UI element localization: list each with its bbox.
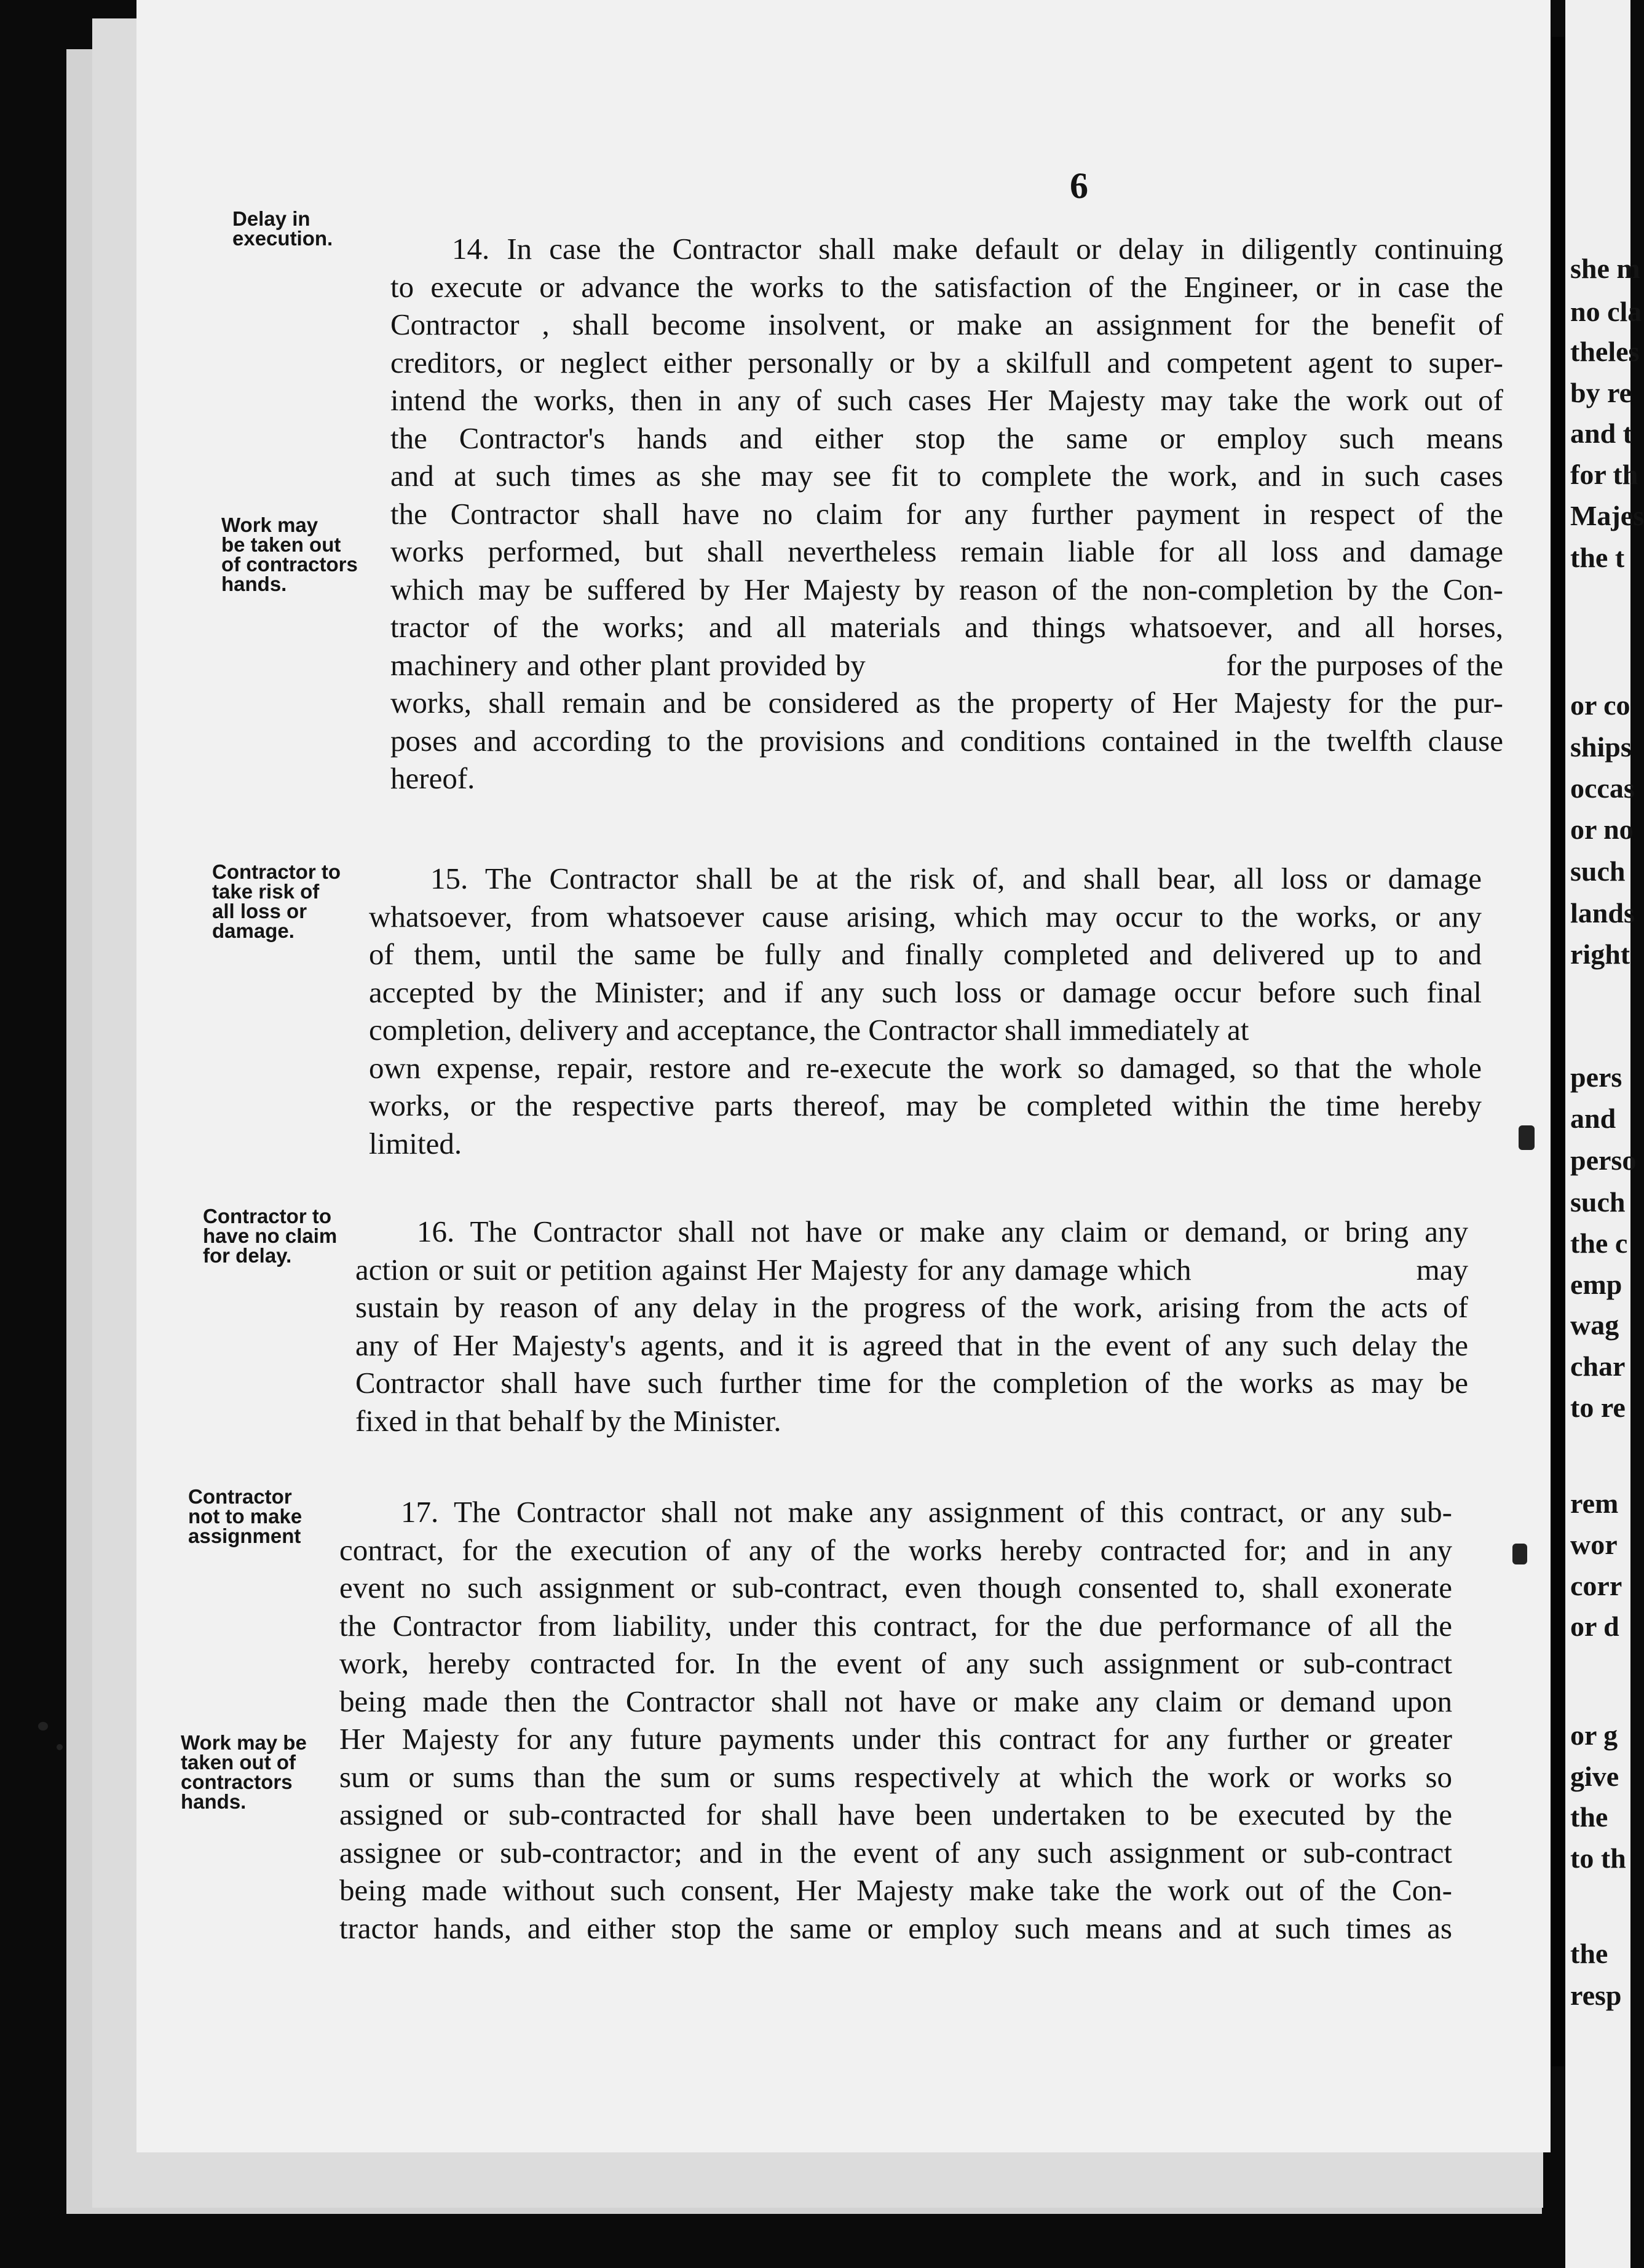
margin-note-line: taken out of xyxy=(181,1751,296,1774)
facing-page-fragment: for th xyxy=(1570,459,1638,490)
text-line: any of Her Majesty's agents, and it is agreed that in the event of any such delay the xyxy=(355,1328,1468,1362)
facing-page-fragment: or no xyxy=(1570,814,1634,845)
margin-note-line: be taken out xyxy=(221,533,341,556)
facing-page-fragment: and xyxy=(1570,1103,1616,1134)
facing-page-fragment: or d xyxy=(1570,1611,1619,1642)
facing-page-fragment: ships xyxy=(1570,731,1632,763)
text-line: which may be suffered by Her Majesty by reason of the non-completion by the Con- xyxy=(390,572,1503,606)
text-line: event no such assignment or sub-contract, even though consented to, shall exonerate xyxy=(339,1571,1452,1604)
text-line: fixed in that behalf by the Minister. xyxy=(355,1403,781,1438)
margin-note-line: Delay in xyxy=(232,207,310,230)
text-line: accepted by the Minister; and if any such loss or damage occur before such final xyxy=(369,975,1482,1009)
facing-page-fragment: and t xyxy=(1570,418,1632,449)
clause-16 xyxy=(355,1213,1468,1440)
text-line: tractor of the works; and all materials and things whatsoever, and all horses, xyxy=(390,610,1503,644)
margin-note-line: for delay. xyxy=(203,1244,292,1267)
scan-speck xyxy=(57,1744,63,1750)
clause-17 xyxy=(339,1493,1452,1947)
facing-page-fragment: char xyxy=(1570,1350,1626,1382)
clause-14 xyxy=(390,230,1503,798)
facing-page-fragment: by re xyxy=(1570,377,1632,408)
margin-note-line: Contractor to xyxy=(212,860,341,883)
text-line: 17. The Contractor shall not make any assignment of this contract, or any sub- xyxy=(401,1495,1452,1529)
text-line: assigned or sub-contracted for shall have been undertaken to be executed by the xyxy=(339,1798,1452,1831)
margin-note-line: Contractor to xyxy=(203,1205,331,1227)
text-line: and at such times as she may see fit to complete the work, and in such cases xyxy=(390,459,1503,493)
facing-page-fragment: give xyxy=(1570,1761,1619,1792)
text-line: hereof. xyxy=(390,761,475,795)
margin-note-line: Work may be xyxy=(181,1731,307,1754)
text-line: 14. In case the Contractor shall make default or delay in diligently continuing xyxy=(452,232,1503,266)
margin-note-line: take risk of xyxy=(212,880,320,903)
margin-note-delay xyxy=(232,209,398,248)
scan-speck xyxy=(1512,1544,1527,1564)
text-line: of them, until the same be fully and finally completed and delivered up to and xyxy=(369,937,1482,971)
facing-page-fragment: pers xyxy=(1570,1061,1622,1093)
facing-page-fragment: or co xyxy=(1570,689,1630,721)
facing-page-fragment: theles xyxy=(1570,336,1640,367)
facing-page-fragment: right xyxy=(1570,938,1630,970)
text-line: sustain by reason of any delay in the progress of the work, arising from the acts of xyxy=(355,1290,1468,1324)
text-line: works performed, but shall nevertheless remain liable for all loss and damage xyxy=(390,534,1503,568)
text-line: poses and according to the provisions and conditions contained in the twelfth clause xyxy=(390,723,1503,758)
text-line: assignee or sub-contractor; and in the event of any such assignment or sub-contract xyxy=(339,1835,1452,1870)
facing-page-fragment: such xyxy=(1570,1186,1626,1218)
facing-page-strip xyxy=(1565,0,1644,2268)
facing-page-fragment: to re xyxy=(1570,1392,1626,1423)
facing-page-fragment: wag xyxy=(1570,1309,1619,1341)
text-line: work, hereby contracted for. In the event of any such assignment or sub-contract xyxy=(339,1646,1452,1680)
text-line: Contractor shall have such further time for the completion of the works as may be xyxy=(355,1366,1468,1400)
text-line: own expense, repair, restore and re-execute the work so damaged, so that the whole xyxy=(369,1050,1482,1085)
margin-note-line: hands. xyxy=(181,1790,247,1813)
text-line: Her Majesty for any future payments under this contract for any further or greater xyxy=(339,1722,1452,1756)
clause-15 xyxy=(369,860,1482,1162)
margin-note-no-claim xyxy=(203,1207,369,1266)
facing-page-fragment: she m xyxy=(1570,253,1640,284)
text-line: 16. The Contractor shall not have or make any claim or demand, or bring any xyxy=(417,1215,1468,1248)
facing-page-fragment: no cla xyxy=(1570,296,1642,327)
margin-note-line: of contractors xyxy=(221,553,358,576)
facing-page-fragment: or g xyxy=(1570,1719,1618,1751)
facing-page-fragment: to th xyxy=(1570,1842,1626,1874)
text-line: action or suit or petition against Her Majesty for any damage which may xyxy=(355,1252,1468,1287)
text-line: whatsoever, from whatsoever cause arising, which may occur to the works, or any xyxy=(369,899,1482,934)
text-line: Contractor , shall become insolvent, or make an assignment for the benefit of xyxy=(390,307,1503,341)
margin-note-line: Contractor xyxy=(188,1485,292,1508)
margin-note-line: all loss or xyxy=(212,900,307,922)
facing-page-fragment: corr xyxy=(1570,1570,1622,1601)
facing-page-fragment: the c xyxy=(1570,1227,1628,1259)
margin-note-line: execution. xyxy=(232,227,333,250)
margin-note-assignment xyxy=(188,1487,354,1546)
facing-page-fragment: such xyxy=(1570,855,1626,887)
scan-speck xyxy=(1519,1125,1535,1150)
facing-page-fragment: emp xyxy=(1570,1269,1622,1300)
text-line: creditors, or neglect either personally or by a skilfull and competent agent to super- xyxy=(390,345,1503,379)
text-line: tractor hands, and either stop the same or employ such means and at such times as xyxy=(339,1911,1452,1945)
facing-page-fragment: rem xyxy=(1570,1488,1619,1519)
page-gutter-shadow xyxy=(1552,37,1565,2066)
page-number: 6 xyxy=(1070,165,1088,206)
margin-note-work-taken-out xyxy=(221,515,387,594)
facing-page-fragment: the xyxy=(1570,1938,1608,1969)
facing-page-fragment: resp xyxy=(1570,1980,1622,2011)
margin-note-line: Work may xyxy=(221,513,318,536)
text-line: the Contractor shall have no claim for any further payment in respect of the xyxy=(390,496,1503,531)
text-line: intend the works, then in any of such cases Her Majesty may take the work out of xyxy=(390,383,1503,417)
text-line: machinery and other plant provided by for the purposes of the xyxy=(390,648,1503,682)
text-line: the Contractor's hands and either stop the same or employ such means xyxy=(390,421,1503,455)
text-line: works, shall remain and be considered as the property of Her Majesty for the pur- xyxy=(390,686,1503,720)
margin-note-line: contractors xyxy=(181,1770,293,1793)
margin-note-line: hands. xyxy=(221,573,287,595)
facing-page-fragment: wor xyxy=(1570,1529,1618,1560)
text-line: 15. The Contractor shall be at the risk of, and shall bear, all loss or damage xyxy=(430,862,1482,895)
text-line: being made without such consent, Her Majesty make take the work out of the Con- xyxy=(339,1873,1452,1907)
text-line: sum or sums than the sum or sums respectively at which the work or works so xyxy=(339,1759,1452,1794)
facing-page-fragment: lands xyxy=(1570,897,1635,929)
margin-note-line: not to make xyxy=(188,1505,302,1528)
margin-note-line: damage. xyxy=(212,919,294,942)
text-line: limited. xyxy=(369,1126,462,1160)
text-line: being made then the Contractor shall not have or make any claim or demand upon xyxy=(339,1684,1452,1718)
text-line: completion, delivery and acceptance, the Contractor shall immediately at xyxy=(369,1013,1249,1047)
text-line: works, or the respective parts thereof, may be completed within the time hereby xyxy=(369,1088,1482,1122)
text-line: to execute or advance the works to the satisfaction of the Engineer, or in case the xyxy=(390,269,1503,304)
margin-note-line: have no claim xyxy=(203,1224,338,1247)
facing-page-fragment: perso xyxy=(1570,1144,1637,1176)
text-line: the Contractor from liability, under this contract, for the due performance of all the xyxy=(339,1608,1452,1643)
facing-page-fragment: occas xyxy=(1570,772,1635,804)
scan-speck xyxy=(38,1722,48,1731)
facing-page-fragment: the xyxy=(1570,1801,1608,1833)
margin-note-line: assignment xyxy=(188,1525,301,1547)
text-line: contract, for the execution of any of the works hereby contracted for; and in any xyxy=(339,1532,1452,1567)
facing-page-fragment: Majes xyxy=(1570,500,1644,531)
margin-note-work-taken-out-2 xyxy=(181,1733,347,1812)
facing-page-fragment: the t xyxy=(1570,542,1625,573)
margin-note-risk xyxy=(212,862,378,941)
